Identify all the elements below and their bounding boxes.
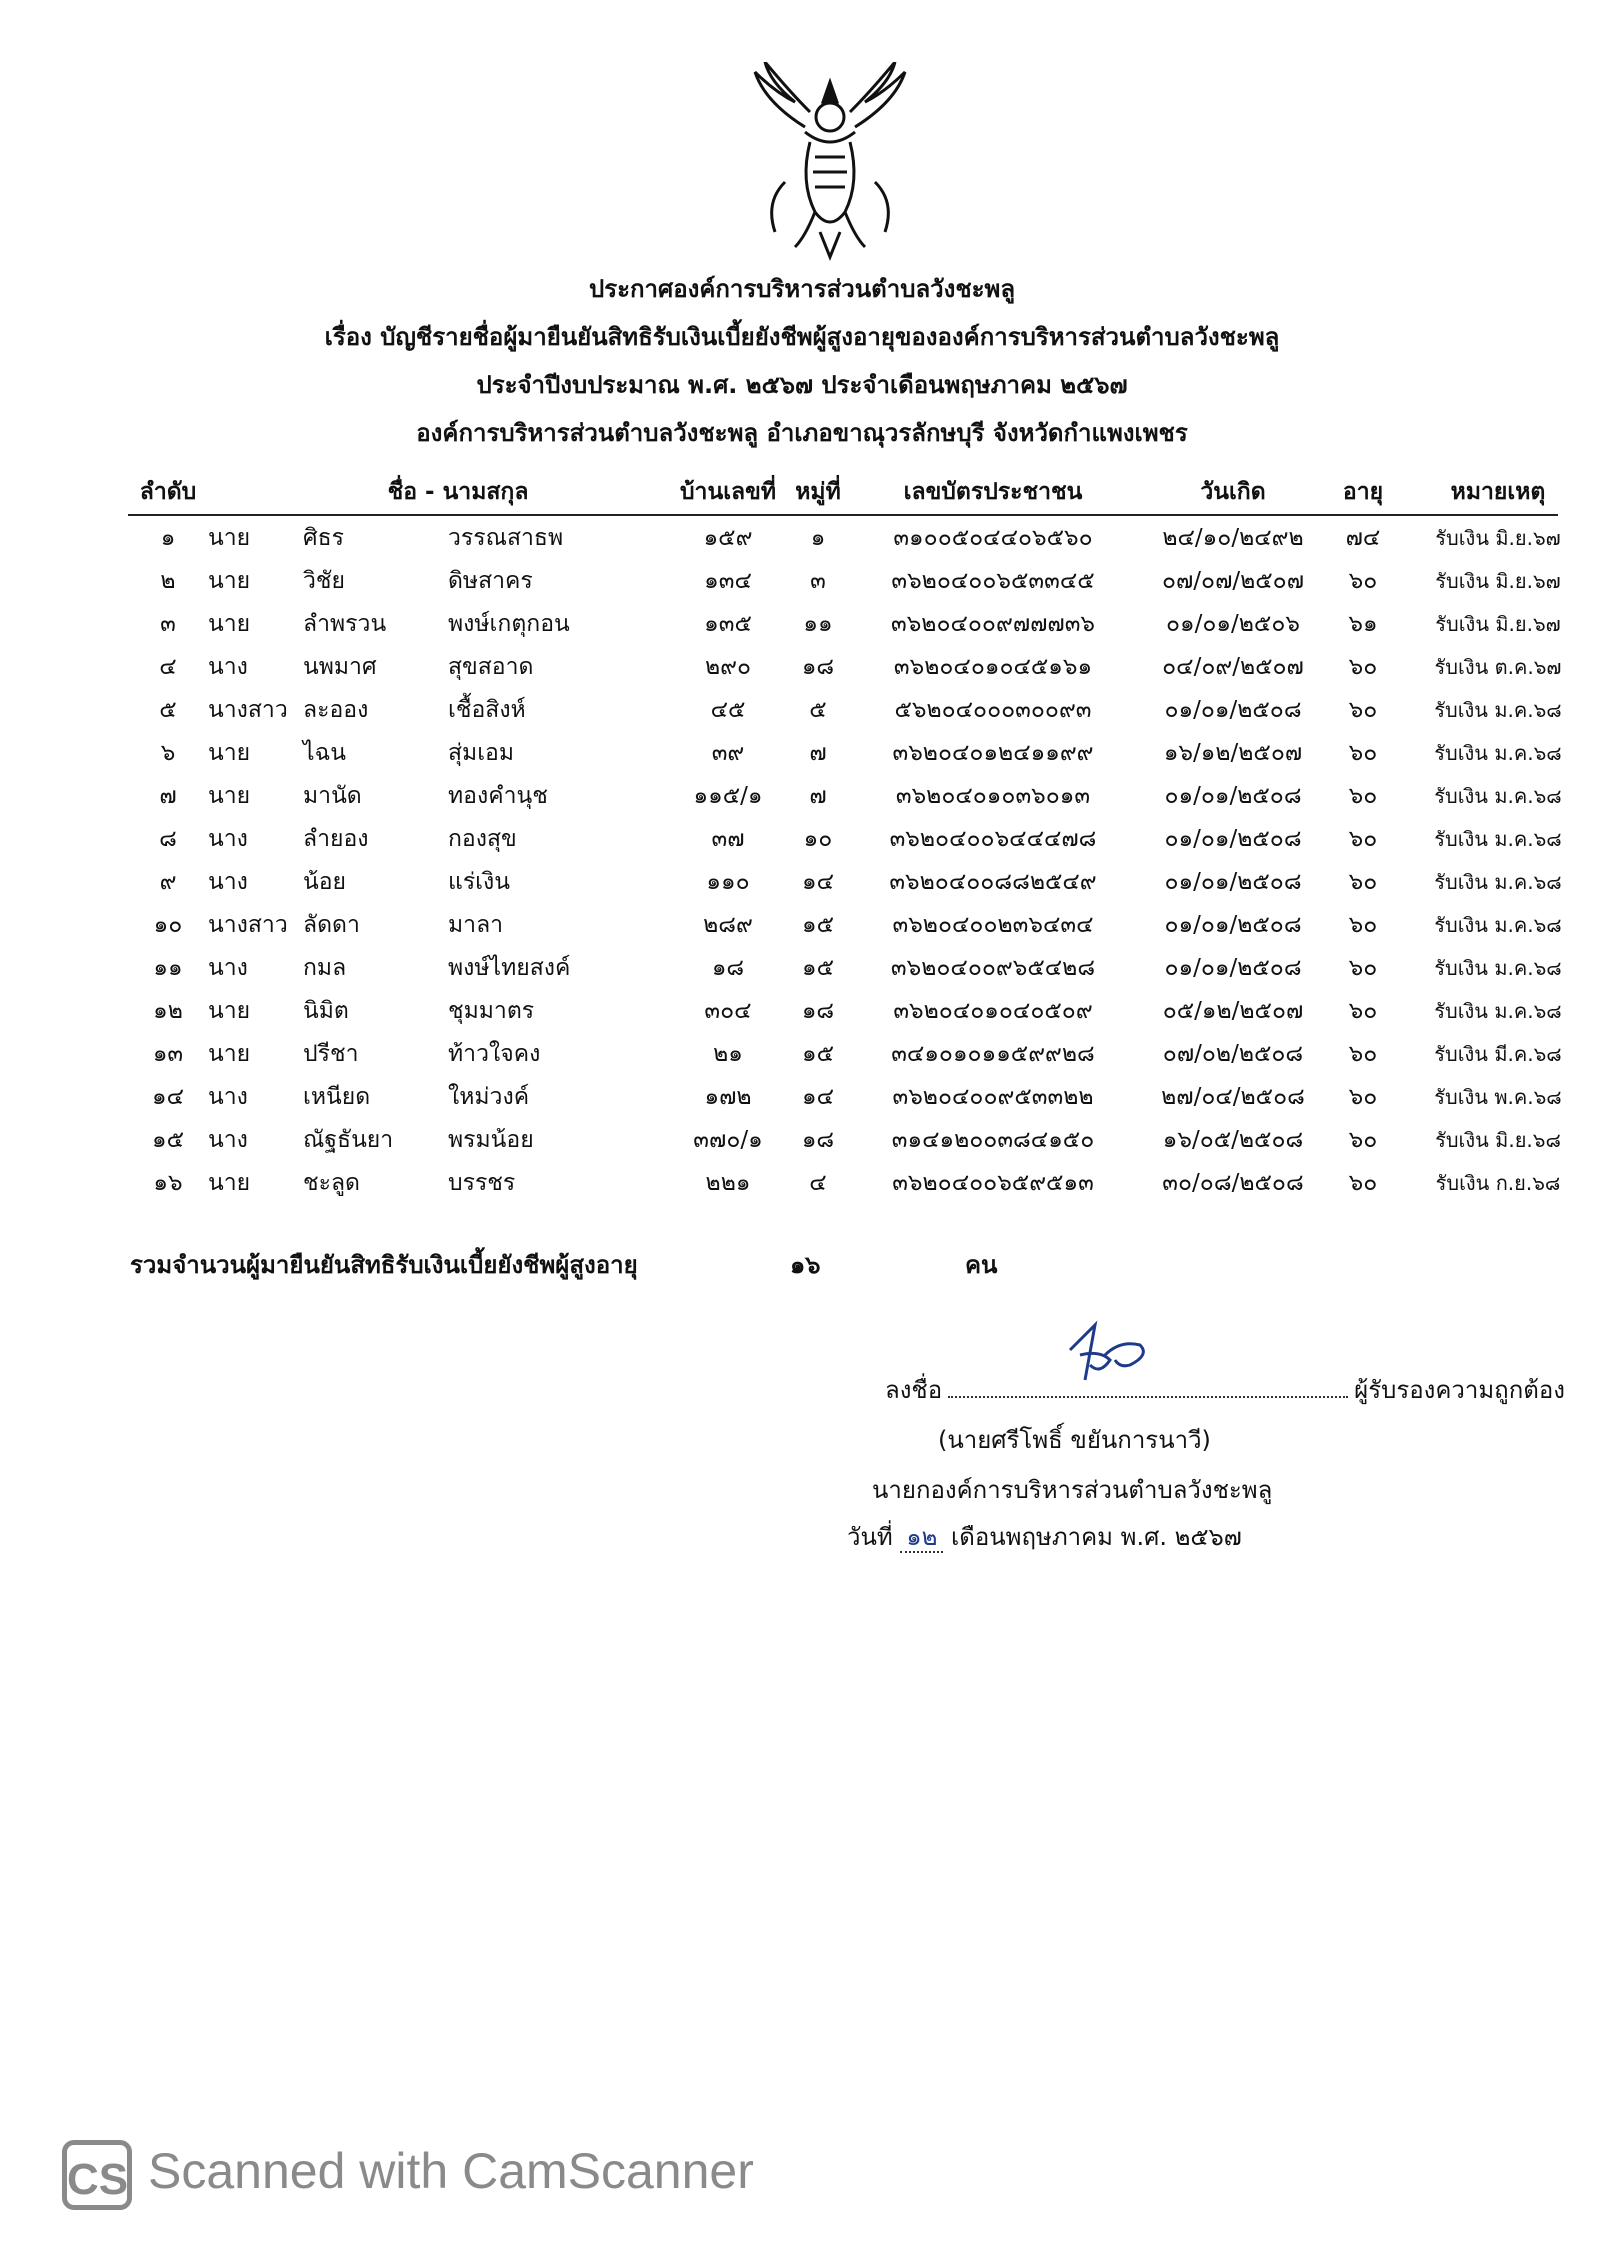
header-name: ชื่อ - นามสกุล (387, 479, 529, 505)
row-last-name: สุขสอาด (448, 654, 534, 680)
announcement-period: ประจำปีงบประมาณ พ.ศ. ๒๕๖๗ ประจำเดือนพฤษภาคม ๒๕๖๗ (476, 371, 1128, 399)
row-note: รับเงิน ม.ค.๖๘ (1434, 956, 1562, 980)
row-citizen-id: ๓๑๐๐๕๐๔๔๐๖๕๖๐ (893, 525, 1093, 551)
table-row (128, 516, 1561, 559)
row-birth-date: ๐๔/๐๙/๒๕๐๗ (1162, 654, 1304, 680)
row-last-name: ทองคำนุช (448, 783, 548, 809)
row-birth-date: ๐๕/๑๒/๒๕๐๗ (1162, 998, 1304, 1024)
row-first-name: ศิธร (303, 525, 344, 551)
row-note: รับเงิน ม.ค.๖๘ (1434, 698, 1562, 722)
row-number: ๔ (159, 654, 177, 680)
row-village-number: ๑๘ (801, 1127, 835, 1153)
row-age: ๖๐ (1348, 912, 1378, 938)
row-age: ๖๐ (1348, 568, 1378, 594)
row-birth-date: ๓๐/๐๘/๒๕๐๘ (1162, 1170, 1304, 1196)
row-age: ๖๐ (1348, 740, 1378, 766)
handwritten-signature (1050, 1320, 1170, 1390)
header-note: หมายเหตุ (1450, 479, 1546, 505)
row-last-name: ใหม่วงค์ (448, 1084, 530, 1110)
row-house-number: ๑๓๔ (704, 568, 752, 594)
row-note: รับเงิน มิ.ย.๖๗ (1435, 526, 1561, 550)
row-first-name: ไฉน (303, 740, 346, 766)
row-title: นาย (208, 740, 251, 766)
table-row (128, 559, 1561, 602)
row-number: ๑๑ (153, 955, 183, 981)
header-age: อายุ (1342, 479, 1384, 505)
row-village-number: ๔ (809, 1170, 827, 1196)
row-age: ๖๐ (1348, 1041, 1378, 1067)
row-number: ๑๔ (151, 1084, 184, 1110)
row-last-name: ท้าวใจคง (448, 1041, 541, 1067)
row-title: นาง (208, 869, 248, 895)
row-citizen-id: ๓๖๒๐๔๐๐๒๓๖๔๓๔ (892, 912, 1094, 938)
row-number: ๑๕ (151, 1127, 184, 1153)
row-title: นาง (208, 955, 248, 981)
row-first-name: เหนียด (303, 1084, 371, 1110)
row-note: รับเงิน ม.ค.๖๘ (1434, 741, 1562, 765)
row-house-number: ๓๐๔ (704, 998, 752, 1024)
row-birth-date: ๐๑/๐๑/๒๕๐๘ (1164, 869, 1302, 895)
row-citizen-id: ๓๔๑๐๑๐๑๑๕๙๙๒๘ (891, 1041, 1095, 1067)
row-first-name: น้อย (303, 869, 347, 895)
row-citizen-id: ๓๖๒๐๔๐๑๒๔๑๑๙๙ (892, 740, 1094, 766)
row-last-name: กองสุข (448, 826, 517, 852)
row-last-name: วรรณสาธพ (448, 525, 564, 551)
header-id: เลขบัตรประชาชน (903, 479, 1083, 505)
table-row (128, 688, 1562, 731)
row-title: นาย (208, 1170, 251, 1196)
table-header (128, 470, 1558, 516)
row-note: รับเงิน มี.ค.๖๘ (1434, 1042, 1562, 1066)
row-citizen-id: ๓๖๒๐๔๐๐๖๕๓๓๔๕ (891, 568, 1095, 594)
table-row (128, 860, 1562, 903)
table-row (128, 946, 1562, 989)
row-last-name: พงษ์ไทยสงค์ (448, 955, 571, 981)
row-birth-date: ๐๑/๐๑/๒๕๐๘ (1164, 826, 1302, 852)
announcement-organization: องค์การบริหารส่วนตำบลวังชะพลู อำเภอขาณุวรลักษบุรี จังหวัดกำแพงเพชร (416, 419, 1188, 447)
row-village-number: ๑๔ (801, 1084, 834, 1110)
row-number: ๘ (159, 826, 177, 852)
row-note: รับเงิน ม.ค.๖๘ (1434, 913, 1562, 937)
row-last-name: สุ่มเอม (448, 740, 515, 766)
row-first-name: ปรีชา (303, 1041, 359, 1067)
row-birth-date: ๐๗/๐๒/๒๕๐๘ (1162, 1041, 1304, 1067)
row-village-number: ๑ (810, 525, 826, 551)
table-row (128, 731, 1562, 774)
row-birth-date: ๐๗/๐๗/๒๕๐๗ (1161, 568, 1305, 594)
row-citizen-id: ๓๑๔๑๒๐๐๓๘๔๑๕๐ (891, 1127, 1095, 1153)
row-number: ๑๖ (153, 1170, 183, 1196)
header-house: บ้านเลขที่ (679, 479, 777, 505)
row-house-number: ๑๑๕/๑ (693, 783, 763, 809)
row-age: ๖๐ (1348, 826, 1378, 852)
row-house-number: ๓๙ (711, 740, 745, 766)
row-note: รับเงิน ม.ค.๖๘ (1434, 827, 1562, 851)
row-first-name: นิมิต (303, 998, 349, 1024)
row-note: รับเงิน มิ.ย.๖๗ (1435, 569, 1561, 593)
row-age: ๖๑ (1348, 611, 1378, 637)
row-last-name: บรรชร (448, 1170, 516, 1196)
row-age: ๖๐ (1348, 869, 1378, 895)
row-title: นาย (208, 1041, 251, 1067)
certifier-name: (นายศรีโพธิ์ ขยันการนาวี) (938, 1426, 1211, 1454)
row-birth-date: ๐๑/๐๑/๒๕๐๘ (1164, 955, 1302, 981)
sign-line (885, 1370, 1565, 1409)
row-age: ๖๐ (1348, 654, 1378, 680)
garuda-emblem-icon (745, 62, 915, 262)
row-age: ๗๔ (1345, 525, 1381, 551)
row-number: ๓ (160, 611, 176, 637)
row-title: นาง (208, 1127, 248, 1153)
header-no: ลำดับ (139, 479, 197, 505)
table-row (128, 1161, 1561, 1204)
row-village-number: ๑๑ (803, 611, 833, 637)
row-last-name: ชุมมาตร (448, 998, 535, 1024)
row-note: รับเงิน พ.ค.๖๘ (1434, 1085, 1562, 1109)
row-house-number: ๓๗๐/๑ (693, 1127, 763, 1153)
row-citizen-id: ๓๖๒๐๔๐๐๙๖๕๔๒๘ (890, 955, 1096, 981)
row-citizen-id: ๓๖๒๐๔๐๐๙๕๓๓๒๒ (892, 1084, 1094, 1110)
table-row (128, 1032, 1562, 1075)
row-village-number: ๓ (810, 568, 826, 594)
row-number: ๒ (160, 568, 176, 594)
row-house-number: ๑๕๙ (703, 525, 753, 551)
row-note: รับเงิน ก.ย.๖๘ (1435, 1171, 1561, 1195)
row-citizen-id: ๓๖๒๐๔๐๐๖๕๙๕๑๓ (892, 1170, 1094, 1196)
camscanner-watermark (62, 2140, 754, 2210)
row-house-number: ๑๑๐ (706, 869, 750, 895)
row-age: ๖๐ (1348, 1084, 1378, 1110)
row-village-number: ๕ (809, 697, 827, 723)
row-title: นาย (208, 525, 251, 551)
table-row (128, 1118, 1561, 1161)
date-rest: เดือนพฤษภาคม พ.ศ. ๒๕๖๗ (951, 1523, 1242, 1551)
row-first-name: ลำพรวน (303, 611, 387, 637)
row-citizen-id: ๕๖๒๐๔๐๐๐๓๐๐๙๓ (894, 697, 1092, 723)
row-note: รับเงิน มิ.ย.๖๘ (1435, 1128, 1561, 1152)
table-row (128, 989, 1562, 1032)
row-note: รับเงิน ม.ค.๖๘ (1434, 784, 1562, 808)
row-village-number: ๑๕ (801, 955, 834, 981)
total-count: ๑๖ (790, 1251, 821, 1279)
row-village-number: ๑๘ (801, 998, 835, 1024)
row-citizen-id: ๓๖๒๐๔๐๐๙๗๗๗๓๖ (890, 611, 1096, 637)
table-row (128, 903, 1562, 946)
table-body (128, 516, 1562, 1204)
row-birth-date: ๑๖/๐๕/๒๕๐๘ (1162, 1127, 1304, 1153)
row-note: รับเงิน มิ.ย.๖๗ (1435, 612, 1561, 636)
row-title: นางสาว (208, 697, 288, 723)
watermark-text: Scanned with CamScanner (148, 2143, 754, 2200)
row-title: นาย (208, 611, 251, 637)
certifier-role: ผู้รับรองความถูกต้อง (1354, 1376, 1565, 1404)
row-citizen-id: ๓๖๒๐๔๐๑๐๔๐๕๐๙ (893, 998, 1093, 1024)
row-age: ๖๐ (1348, 783, 1378, 809)
announcement-subject: เรื่อง บัญชีรายชื่อผู้มายืนยันสิทธิรับเงินเบี้ยยังชีพผู้สูงอายุขององค์การบริหารส่วนตำบลวังชะพลู (324, 323, 1280, 351)
row-first-name: ชะลูด (303, 1170, 360, 1196)
row-house-number: ๒๑ (713, 1041, 743, 1067)
row-village-number: ๑๔ (801, 869, 834, 895)
row-age: ๖๐ (1348, 955, 1378, 981)
row-citizen-id: ๓๖๒๐๔๐๑๐๓๖๐๑๓ (895, 783, 1091, 809)
row-title: นาง (208, 1084, 248, 1110)
row-first-name: ละออง (303, 697, 369, 723)
row-age: ๖๐ (1348, 697, 1378, 723)
row-house-number: ๑๗๒ (704, 1084, 752, 1110)
row-first-name: กมล (303, 955, 347, 981)
row-note: รับเงิน ม.ค.๖๘ (1434, 999, 1562, 1023)
table-row (128, 1075, 1562, 1118)
table-row (128, 817, 1562, 860)
row-first-name: นพมาศ (303, 654, 377, 680)
row-village-number: ๑๕ (801, 1041, 834, 1067)
row-house-number: ๑๘ (711, 955, 745, 981)
row-house-number: ๓๗ (711, 826, 745, 852)
row-birth-date: ๐๑/๐๑/๒๕๐๘ (1164, 912, 1302, 938)
row-title: นาง (208, 826, 248, 852)
row-village-number: ๑๕ (801, 912, 834, 938)
row-birth-date: ๒๔/๑๐/๒๔๙๒ (1162, 525, 1304, 551)
row-last-name: พงษ์เกตุกอน (448, 611, 570, 637)
sign-label: ลงชื่อ (885, 1376, 943, 1404)
header-dob: วันเกิด (1200, 479, 1266, 505)
row-number: ๑ (160, 525, 176, 551)
row-birth-date: ๐๑/๐๑/๒๕๐๘ (1164, 783, 1302, 809)
row-title: นางสาว (208, 912, 288, 938)
row-age: ๖๐ (1348, 998, 1378, 1024)
row-birth-date: ๒๗/๐๔/๒๕๐๘ (1161, 1084, 1305, 1110)
row-first-name: ณัฐธันยา (303, 1127, 394, 1153)
table-row (128, 602, 1561, 645)
row-last-name: ดิษสาคร (448, 568, 533, 594)
row-house-number: ๒๘๙ (703, 912, 753, 938)
row-title: นาง (208, 654, 248, 680)
row-number: ๖ (160, 740, 176, 766)
row-village-number: ๗ (809, 740, 827, 766)
sign-date (847, 1517, 1242, 1556)
row-number: ๙ (159, 869, 177, 895)
row-last-name: แร่เงิน (448, 869, 510, 895)
row-house-number: ๒๒๑ (705, 1170, 751, 1196)
table-row (128, 645, 1562, 688)
table-row (128, 774, 1562, 817)
row-village-number: ๑๐ (803, 826, 833, 852)
row-first-name: ลัดดา (303, 912, 360, 938)
row-number: ๗ (159, 783, 177, 809)
row-first-name: มานัด (303, 783, 362, 809)
certifier-position: นายกองค์การบริหารส่วนตำบลวังชะพลู (872, 1476, 1273, 1504)
row-number: ๕ (159, 697, 177, 723)
row-first-name: ลำยอง (303, 826, 369, 852)
date-day: ๑๒ (900, 1523, 943, 1553)
beneficiary-table (128, 470, 1562, 1204)
row-first-name: วิชัย (303, 568, 346, 594)
date-prefix: วันที่ (847, 1523, 893, 1551)
row-last-name: พรมน้อย (448, 1127, 534, 1153)
row-title: นาย (208, 998, 251, 1024)
row-age: ๖๐ (1348, 1127, 1378, 1153)
row-citizen-id: ๓๖๒๐๔๐๐๘๘๒๕๔๙ (889, 869, 1097, 895)
row-birth-date: ๑๖/๑๒/๒๕๐๗ (1163, 740, 1303, 766)
row-note: รับเงิน ม.ค.๖๘ (1434, 870, 1562, 894)
row-village-number: ๑๘ (801, 654, 835, 680)
row-house-number: ๔๕ (710, 697, 746, 723)
row-citizen-id: ๓๖๒๐๔๐๐๖๔๔๔๗๘ (889, 826, 1097, 852)
total-unit: คน (965, 1251, 998, 1279)
row-number: ๑๒ (153, 998, 183, 1024)
announcement-title: ประกาศองค์การบริหารส่วนตำบลวังชะพลู (588, 275, 1016, 303)
total-label: รวมจำนวนผู้มายืนยันสิทธิรับเงินเบี้ยยังชีพผู้สูงอายุ (130, 1251, 638, 1279)
row-note: รับเงิน ต.ค.๖๗ (1434, 655, 1562, 679)
row-birth-date: ๐๑/๐๑/๒๕๐๖ (1166, 611, 1300, 637)
row-last-name: เชื้อสิงห์ (448, 697, 526, 723)
row-age: ๖๐ (1348, 1170, 1378, 1196)
row-birth-date: ๐๑/๐๑/๒๕๐๘ (1164, 697, 1302, 723)
header-moo: หมู่ที่ (795, 479, 841, 505)
row-number: ๑๐ (153, 912, 183, 938)
row-last-name: มาลา (448, 912, 504, 938)
row-title: นาย (208, 568, 251, 594)
row-title: นาย (208, 783, 251, 809)
row-citizen-id: ๓๖๒๐๔๐๑๐๔๕๑๖๑ (893, 654, 1093, 680)
row-house-number: ๒๙๐ (704, 654, 752, 680)
row-number: ๑๓ (152, 1041, 184, 1067)
row-house-number: ๑๓๕ (704, 611, 752, 637)
row-village-number: ๗ (809, 783, 827, 809)
camscanner-logo-icon: CS (62, 2140, 132, 2210)
